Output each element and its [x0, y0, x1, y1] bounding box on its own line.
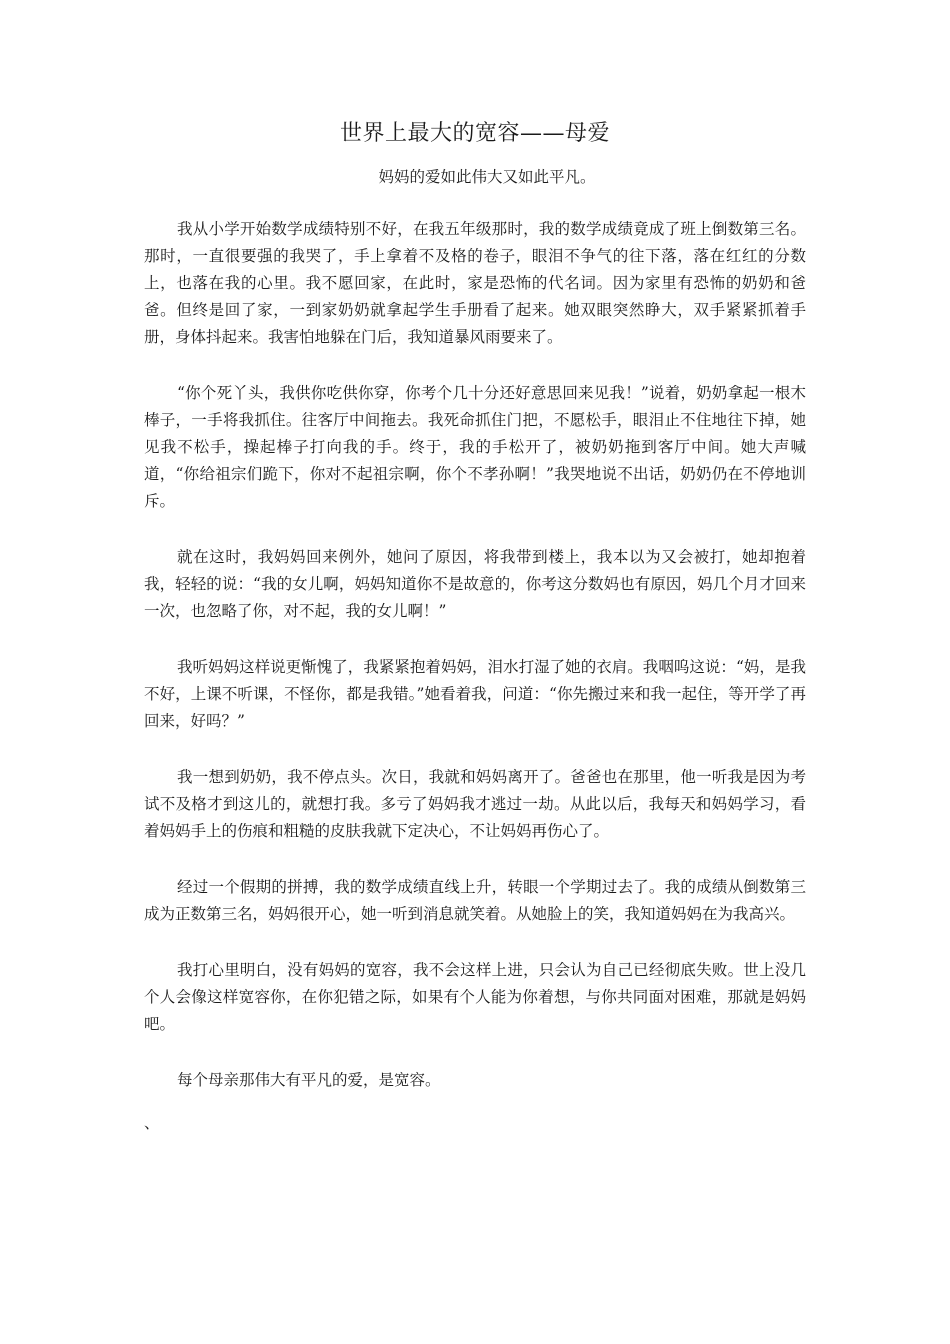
paragraph-4: 我听妈妈这样说更惭愧了，我紧紧抱着妈妈，泪水打湿了她的衣肩。我咽呜这说：“妈，是我不好，上课不听课，不怪你，都是我错。”她看着我，问道：“你先搬过来和我一起住，等开学了再回来，好吗？” [144, 658, 806, 730]
paragraph-8: 每个母亲那伟大有平凡的爱，是宽容。 [177, 1071, 441, 1089]
paragraph-7: 我打心里明白，没有妈妈的宽容，我不会这样上进，只会认为自己已经彻底失败。世上没几个人会像这样宽容你，在你犯错之际，如果有个人能为你着想，与你共同面对困难，那就是妈妈吧。 [144, 961, 806, 1033]
paragraph-1: 我从小学开始数学成绩特别不好，在我五年级那时，我的数学成绩竟成了班上倒数第三名。那时，一直很要强的我哭了，手上拿着不及格的卷子，眼泪不争气的往下落，落在红红的分数上，也落在我的心里。我不愿回家，在此时，家是恐怖的代名词。因为家里有恐怖的奶奶和爸爸。但终是回了家，一到家奶奶就拿起学生手册看了起来。她双眼突然睁大，双手紧紧抓着手册，身体抖起来。我害怕地躲在门后，我知道暴风雨要来了。 [144, 220, 806, 346]
trailing-mark: 、 [144, 1114, 160, 1132]
paragraph-3: 就在这时，我妈妈回来例外，她问了原因，将我带到楼上，我本以为又会被打，她却抱着我，轻轻的说：“我的女儿啊，妈妈知道你不是故意的，你考这分数妈也有原因，妈几个月才回来一次，也忽略了你，对不起，我的女儿啊！” [144, 548, 806, 620]
document-page [144, 118, 806, 1137]
paragraph-6: 经过一个假期的拼搏，我的数学成绩直线上升，转眼一个学期过去了。我的成绩从倒数第三成为正数第三名，妈妈很开心，她一听到消息就笑着。从她脸上的笑，我知道妈妈在为我高兴。 [144, 878, 806, 923]
paragraph-5: 我一想到奶奶，我不停点头。次日，我就和妈妈离开了。爸爸也在那里，他一听我是因为考试不及格才到这儿的，就想打我。多亏了妈妈我才逃过一劫。从此以后，我每天和妈妈学习，看着妈妈手上的伤痕和粗糙的皮肤我就下定决心，不让妈妈再伤心了。 [144, 768, 806, 840]
paragraph-2: “你个死丫头，我供你吃供你穿，你考个几十分还好意思回来见我！”说着，奶奶拿起一根木棒子，一手将我抓住。往客厅中间拖去。我死命抓住门把，不愿松手，眼泪止不住地往下掉，她见我不松手，操起棒子打向我的手。终于，我的手松开了，被奶奶拖到客厅中间。她大声喊道，“你给祖宗们跪下，你对不起祖宗啊，你个不孝孙啊！”我哭地说不出话，奶奶仍在不停地训斥。 [144, 384, 806, 510]
document-title: 世界上最大的宽容——母爱 [339, 121, 610, 146]
document-subtitle: 妈妈的爱如此伟大又如此平凡。 [378, 168, 596, 186]
